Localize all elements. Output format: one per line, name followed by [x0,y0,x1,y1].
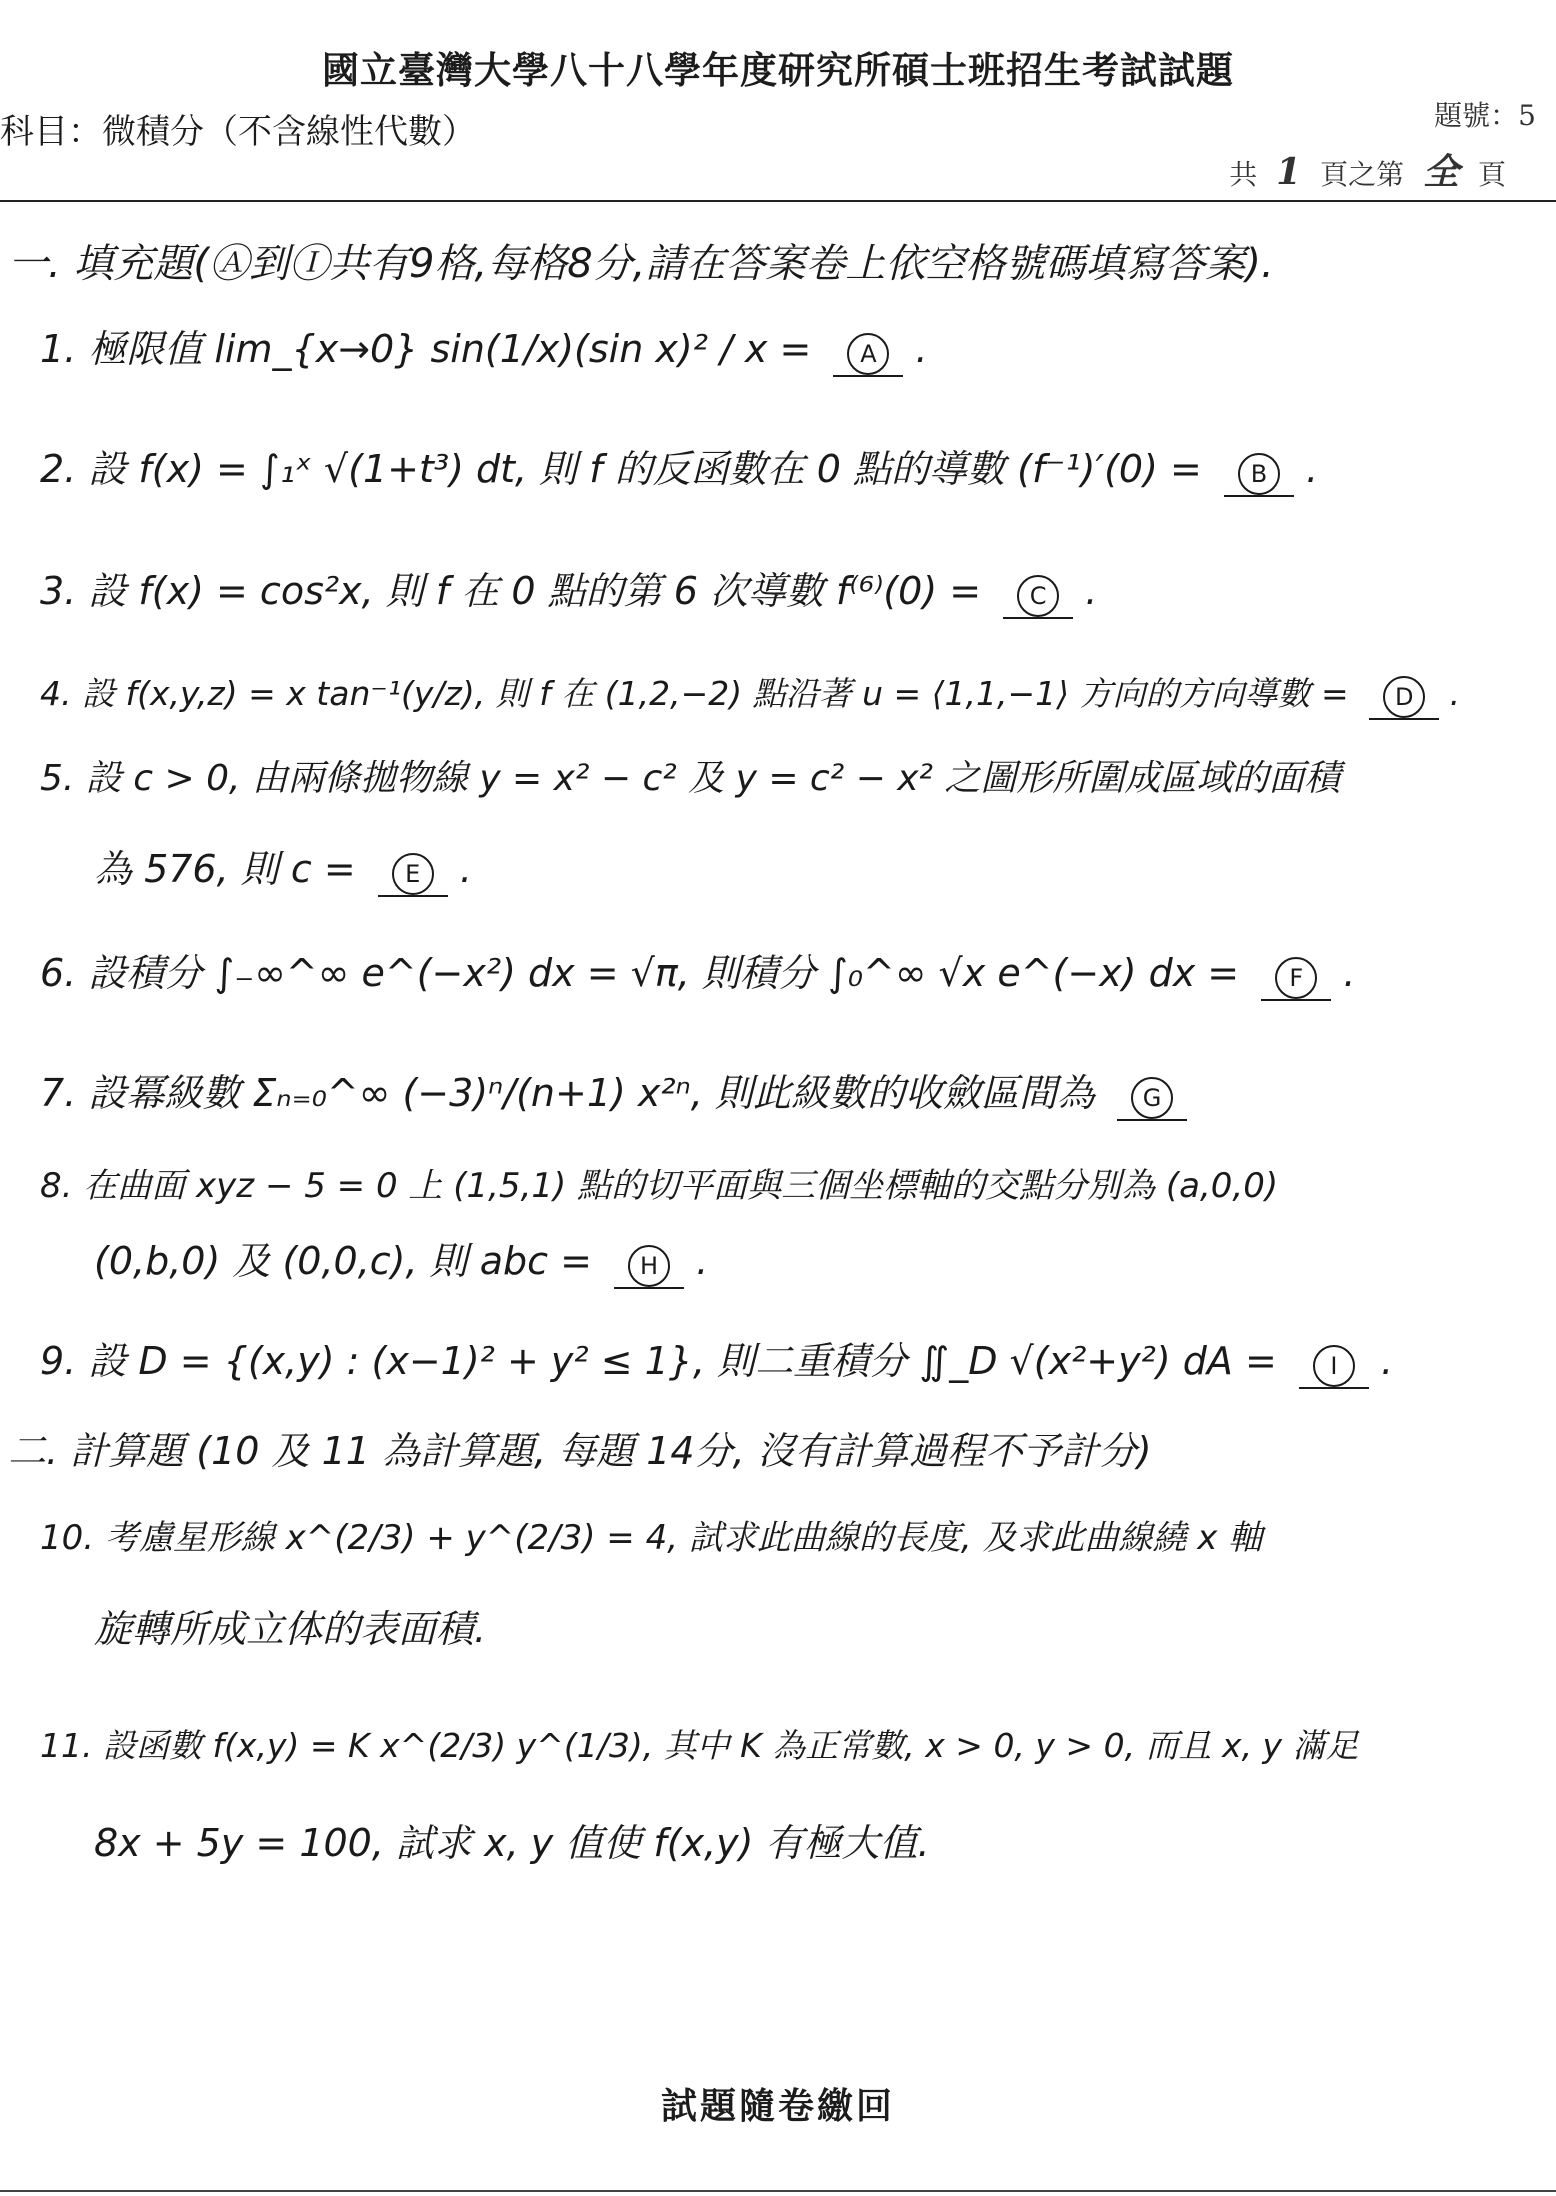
answer-blank-b: B [1224,447,1294,497]
question-9-text: 9. 設 D = {(x,y) : (x−1)² + y² ≤ 1}, 則二重積分 ∬_D √(x²+y²) dA = [40,1339,1277,1383]
page-info [1229,144,1506,195]
section-2-heading: 二. 計算題 (10 及 11 為計算題, 每題 14分, 沒有計算過程不予計分) [8,1429,1152,1473]
page-info-mid: 頁之第 [1320,158,1405,191]
footer-note: 試題隨卷繳回 [660,2085,895,2127]
question-4-text: 4. 設 f(x,y,z) = x tan⁻¹(y/z), 則 f 在 (1,2,−2) 點沿著 u = ⟨1,1,−1⟩ 方向的方向導數 = [40,674,1349,713]
question-3-text: 3. 設 f(x) = cos²x, 則 f 在 0 點的第 6 次導數 f⁽⁶⁾(0) = [40,569,982,613]
problem-11: 11. 設函數 f(x,y) = K x^(2/3) y^(1/3), 其中 K 為正常數, x > 0, y > 0, 而且 x, y 滿足 [40,1726,1359,1765]
answer-blank-d: D [1369,674,1439,720]
question-8: 8. 在曲面 xyz − 5 = 0 上 (1,5,1) 點的切平面與三個坐標軸的交點分別為 (a,0,0) [40,1166,1279,1206]
question-5: 5. 設 c > 0, 由兩條拋物線 y = x² − c² 及 y = c² − x² 之圖形所圍成區域的面積 [40,758,1341,799]
page-current: 全 [1423,151,1460,193]
subject-label: 科目：微積分（不含線性代數） [0,112,476,152]
question-5-text-2: 為 576, 則 c = [94,847,356,891]
answer-blank-f: F [1261,951,1331,1001]
page-info-suffix: 頁 [1477,158,1506,191]
question-5-cont: 為 576, 則 c = E . [94,838,472,897]
question-2: 2. 設 f(x) = ∫₁ˣ √(1+t³) dt, 則 f 的反函數在 0 點的導數 (f⁻¹)′(0) = B . [40,438,1318,497]
question-7-text: 7. 設冪級數 Σₙ₌₀^∞ (−3)ⁿ/(n+1) x²ⁿ, 則此級數的收斂區間為 [40,1071,1095,1115]
page-total: 1 [1276,151,1302,193]
exam-title: 國立臺灣大學八十八學年度研究所碩士班招生考試試題 [322,48,1234,92]
question-1-text: 1. 極限值 lim_{x→0} sin(1/x)(sin x)² / x = [40,327,812,371]
problem-10-cont: 旋轉所成立体的表面積. [94,1607,487,1651]
problem-10: 10. 考慮星形線 x^(2/3) + y^(2/3) = 4, 試求此曲線的長度, 及求此曲線繞 x 軸 [40,1518,1263,1558]
answer-blank-i: I [1299,1339,1369,1389]
question-3: 3. 設 f(x) = cos²x, 則 f 在 0 點的第 6 次導數 f⁽⁶⁾(0) = C . [40,560,1097,619]
answer-blank-h: H [614,1239,684,1289]
page-info-prefix: 共 [1229,158,1258,191]
question-6-text: 6. 設積分 ∫₋∞^∞ e^(−x²) dx = √π, 則積分 ∫₀^∞ √x e^(−x) dx = [40,951,1240,995]
question-1: 1. 極限值 lim_{x→0} sin(1/x)(sin x)² / x = A . [40,318,928,377]
header-divider [0,200,1556,202]
question-2-text: 2. 設 f(x) = ∫₁ˣ √(1+t³) dt, 則 f 的反函數在 0 點的導數 (f⁻¹)′(0) = [40,447,1202,491]
footer-divider [0,2190,1556,2192]
question-6: 6. 設積分 ∫₋∞^∞ e^(−x²) dx = √π, 則積分 ∫₀^∞ √x e^(−x) dx = F . [40,942,1355,1001]
question-8-cont: (0,b,0) 及 (0,0,c), 則 abc = H . [94,1230,708,1289]
question-9: 9. 設 D = {(x,y) : (x−1)² + y² ≤ 1}, 則二重積分 ∬_D √(x²+y²) dA = I . [40,1330,1393,1389]
question-4: 4. 設 f(x,y,z) = x tan⁻¹(y/z), 則 f 在 (1,2,−2) 點沿著 u = ⟨1,1,−1⟩ 方向的方向導數 = D . [40,668,1460,720]
problem-11-cont: 8x + 5y = 100, 試求 x, y 值使 f(x,y) 有極大值. [94,1821,930,1865]
answer-blank-e: E [378,847,448,897]
answer-blank-g: G [1117,1071,1187,1121]
question-number: 題號：5 [1434,99,1536,132]
section-1-heading: 一. 填充題(Ⓐ到Ⓘ共有9格,每格8分,請在答案卷上依空格號碼填寫答案). [8,241,1274,287]
question-7 [40,1062,1187,1121]
answer-blank-a: A [833,327,903,377]
answer-blank-c: C [1003,569,1073,619]
question-8-text-2: (0,b,0) 及 (0,0,c), 則 abc = [94,1239,592,1283]
